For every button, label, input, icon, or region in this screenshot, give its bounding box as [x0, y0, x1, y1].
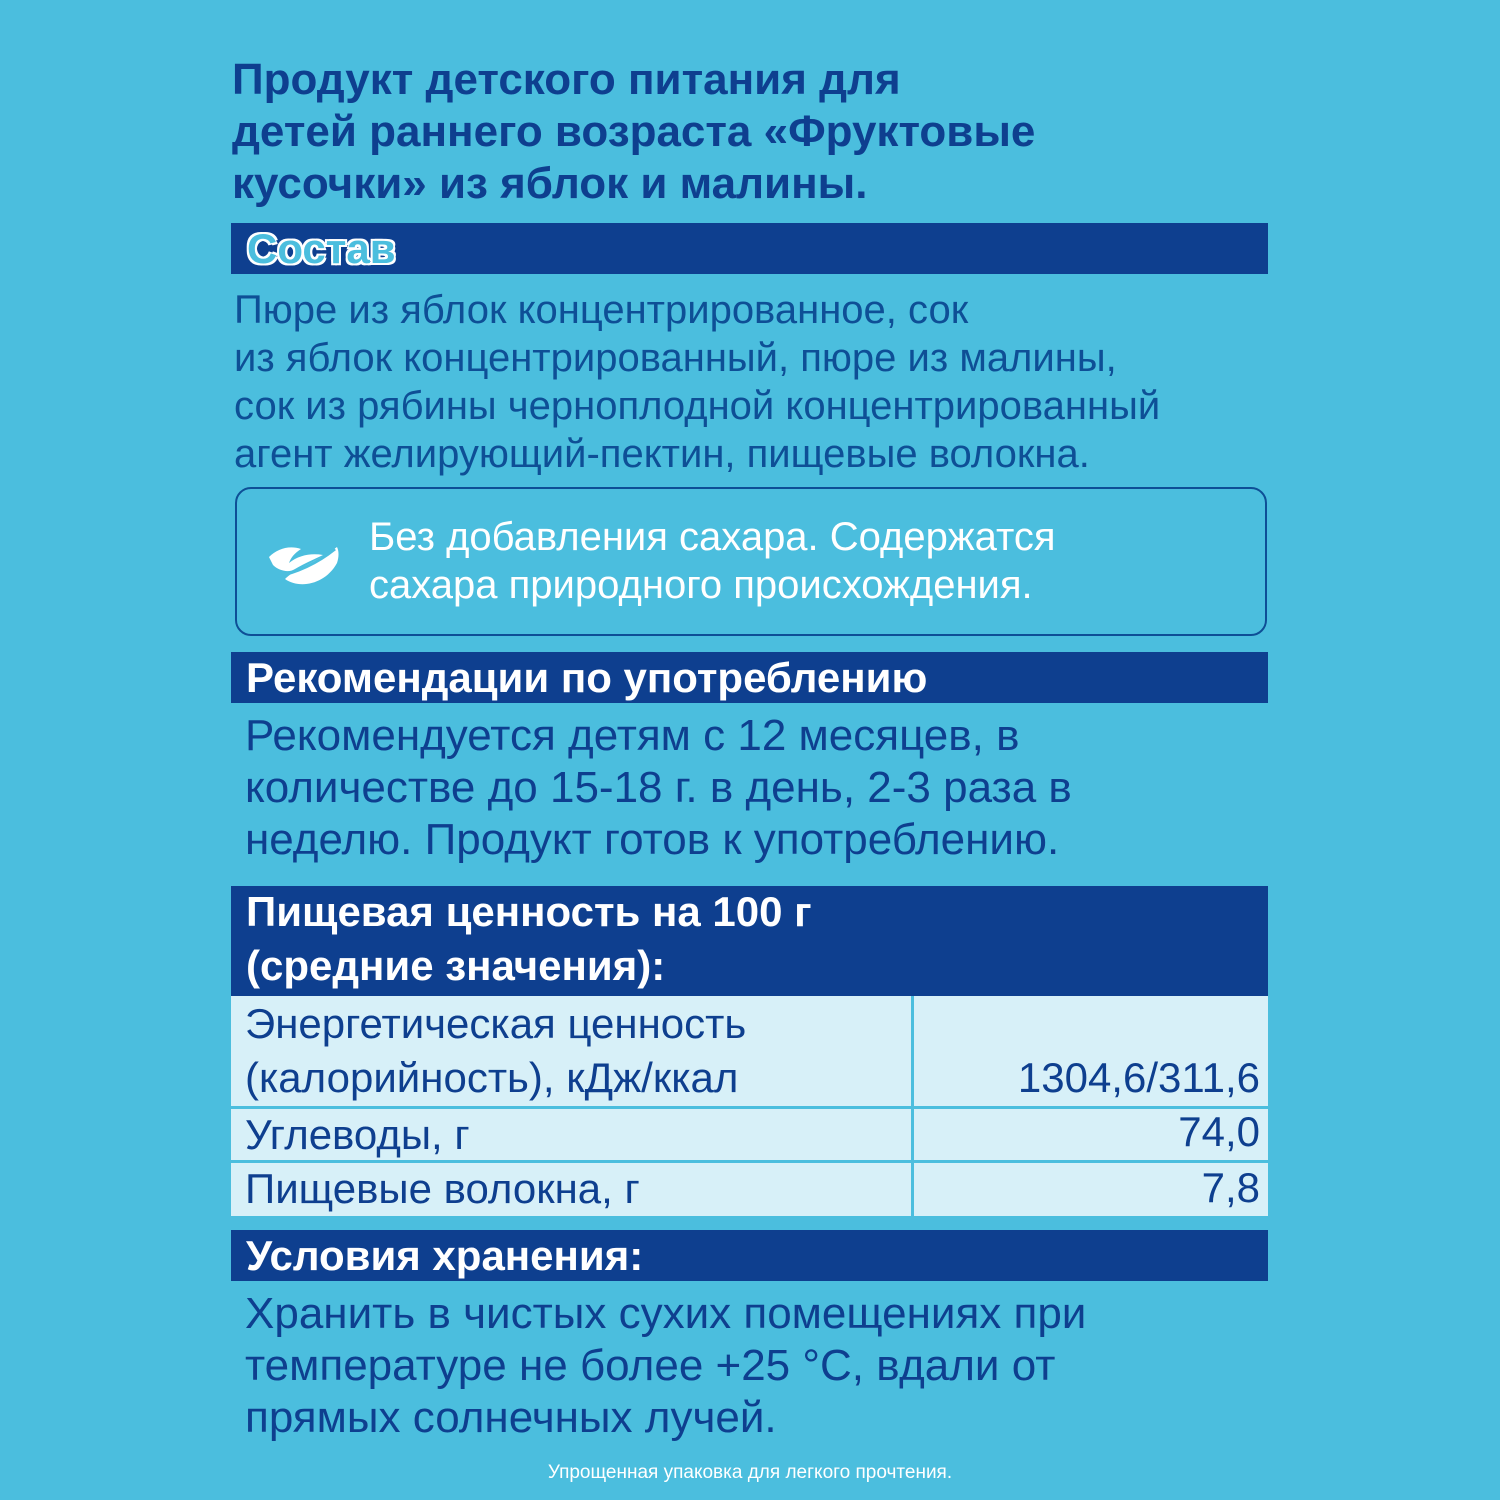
- nutrient-label: Энергетическая ценность: [245, 1000, 747, 1047]
- recommendations-text: [245, 710, 1072, 866]
- recommendations-line: неделю. Продукт готов к употреблению.: [245, 815, 1060, 864]
- nutrition-heading: Пищевая ценность на 100 г: [246, 888, 812, 935]
- product-title-line: кусочки» из яблок и малины.: [232, 159, 868, 208]
- nutrient-value: 7,8: [1201, 1164, 1260, 1211]
- storage-heading-bar: [231, 1230, 1268, 1281]
- composition-text: [234, 286, 1160, 478]
- nutrition-heading-bar: [231, 886, 1268, 996]
- column-divider: [911, 1163, 914, 1216]
- no-sugar-note: [235, 487, 1267, 636]
- product-title: [232, 54, 1232, 210]
- nutrient-value: 74,0: [1178, 1108, 1260, 1155]
- composition-heading: Состав: [247, 225, 396, 272]
- leaf-icon: [265, 527, 343, 589]
- storage-line: прямых солнечных лучей.: [245, 1393, 777, 1442]
- recommendations-line: Рекомендуется детям с 12 месяцев, в: [245, 711, 1020, 760]
- note-line: сахара природного происхождения.: [369, 563, 1033, 607]
- footer-note: Упрощенная упаковка для легкого прочтения.: [547, 1462, 953, 1483]
- composition-line: Пюре из яблок концентрированное, сок: [234, 288, 969, 332]
- table-row: [231, 996, 1268, 1109]
- storage-text: [245, 1288, 1086, 1444]
- note-text: [369, 513, 1056, 609]
- column-divider: [911, 1109, 914, 1160]
- nutrition-subheading: (средние значения):: [246, 942, 666, 989]
- composition-line: из яблок концентрированный, пюре из малины,: [234, 336, 1117, 380]
- nutrient-label: Углеводы, г: [245, 1111, 470, 1158]
- column-divider: [911, 996, 914, 1106]
- product-title-line: Продукт детского питания для: [232, 55, 901, 104]
- nutrient-label: Пищевые волокна, г: [245, 1165, 640, 1212]
- table-row: [231, 1109, 1268, 1163]
- composition-line: сок из рябины черноплодной концентрированный: [234, 384, 1161, 428]
- nutrition-table: [231, 996, 1268, 1216]
- note-line: Без добавления сахара. Содержатся: [369, 515, 1056, 559]
- recommendations-line: количестве до 15-18 г. в день, 2-3 раза в: [245, 763, 1072, 812]
- composition-line: агент желирующий-пектин, пищевые волокна.: [234, 432, 1090, 476]
- storage-heading: Условия хранения:: [246, 1232, 644, 1279]
- storage-line: Хранить в чистых сухих помещениях при: [245, 1289, 1087, 1338]
- storage-line: температуре не более +25 °С, вдали от: [245, 1341, 1056, 1390]
- nutrient-value: 1304,6/311,6: [1017, 1054, 1260, 1101]
- nutrient-label: (калорийность), кДж/ккал: [245, 1054, 739, 1101]
- table-row: [231, 1163, 1268, 1216]
- recommendations-heading: Рекомендации по употреблению: [246, 654, 928, 701]
- product-title-line: детей раннего возраста «Фруктовые: [232, 107, 1036, 156]
- composition-heading-bar: [231, 223, 1268, 274]
- recommendations-heading-bar: [231, 652, 1268, 703]
